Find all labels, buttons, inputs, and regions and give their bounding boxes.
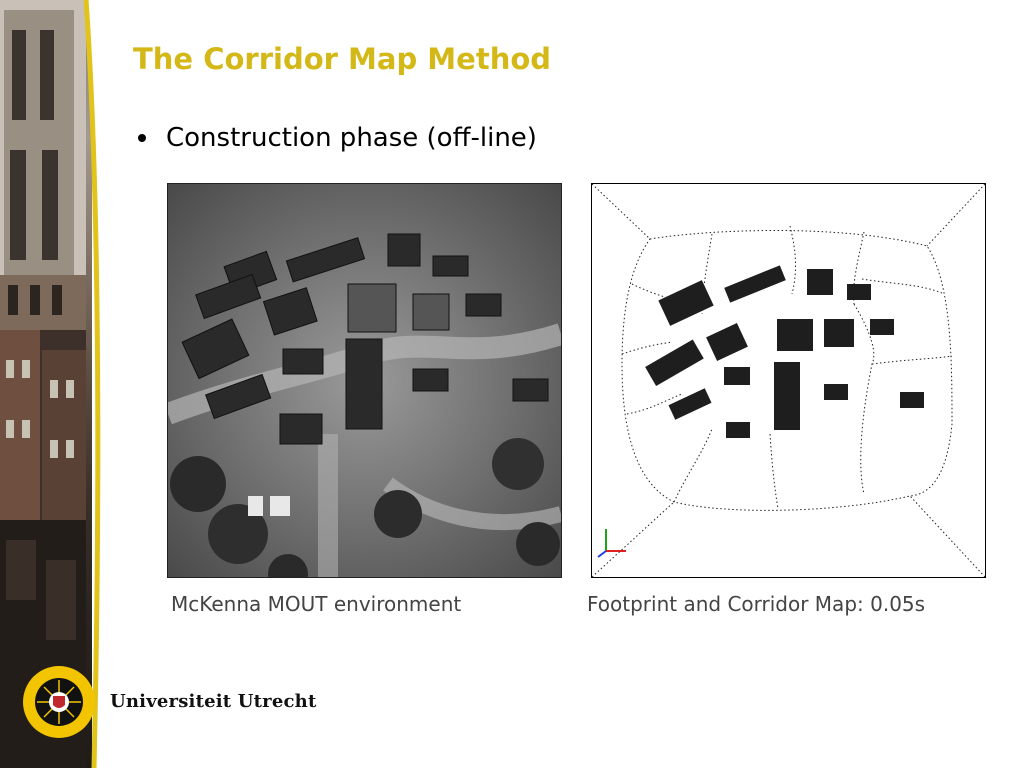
aerial-photo	[168, 184, 561, 577]
bullet-dot	[138, 134, 146, 142]
bullet-text: Construction phase (off-line)	[166, 123, 537, 153]
corridor-map-panel	[591, 183, 986, 578]
university-name: Universiteit Utrecht	[110, 691, 317, 712]
caption-photo: McKenna MOUT environment	[171, 592, 462, 616]
corridor-map	[592, 184, 985, 577]
university-seal-icon	[22, 665, 96, 739]
caption-map: Footprint and Corridor Map: 0.05s	[587, 592, 926, 616]
yellow-accent-curve	[70, 0, 110, 768]
bullet-item	[138, 123, 537, 153]
aerial-photo-panel	[167, 183, 562, 578]
slide-title: The Corridor Map Method	[133, 42, 552, 76]
xyz-axis-icon	[598, 529, 626, 557]
